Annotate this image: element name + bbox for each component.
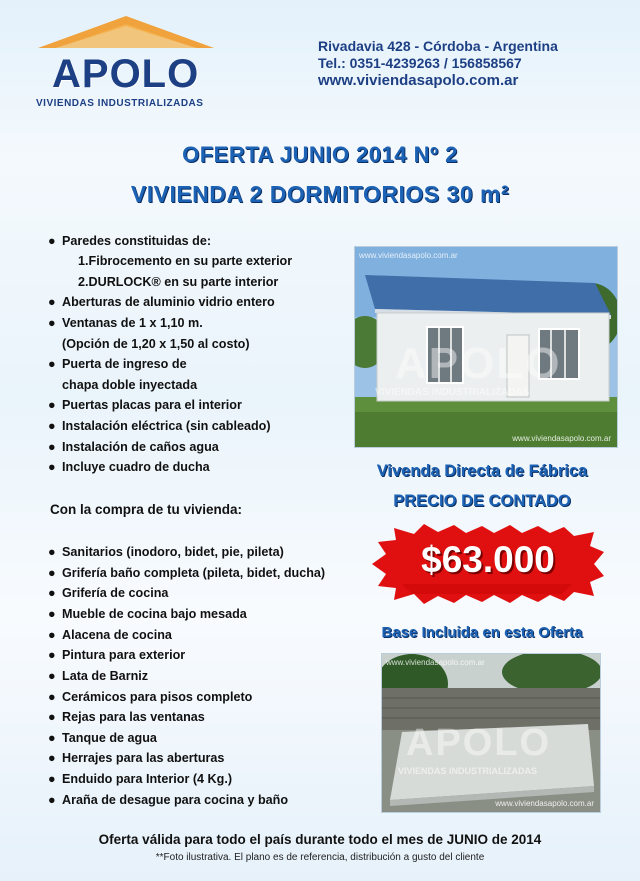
watermark-text: www.viviendasapolo.com.ar	[495, 799, 594, 808]
list-item: ● Paredes constituidas de:	[48, 234, 212, 248]
list-item: ● Tanque de agua	[48, 731, 157, 745]
contact-web: www.viviendasapolo.com.ar	[318, 72, 519, 89]
list-item: (Opción de 1,20 x 1,50 al costo)	[62, 337, 250, 351]
list-item: ● Puertas placas para el interior	[48, 398, 242, 412]
brand-logo	[36, 14, 216, 109]
list-item: ● Cerámicos para pisos completo	[48, 690, 253, 704]
photo-disclaimer: **Foto ilustrativa. El plano es de referencia, distribución a gusto del cliente	[155, 852, 485, 863]
list-item: ● Puerta de ingreso de	[48, 357, 187, 371]
watermark-logo: APOLO	[406, 722, 552, 764]
house-title: VIVIENDA 2 DORMITORIOS 30 m²	[130, 181, 510, 207]
list-item: ● Ventanas de 1 x 1,10 m.	[48, 316, 203, 330]
list-item: 2.DURLOCK® en su parte interior	[78, 275, 279, 289]
list-item: ● Mueble de cocina bajo mesada	[48, 607, 247, 621]
watermark-logo: APOLO	[395, 339, 562, 388]
purchase-heading: Con la compra de tu vivienda:	[50, 502, 243, 517]
list-item: ● Aberturas de aluminio vidrio entero	[48, 295, 275, 309]
base-photo	[381, 653, 601, 813]
factory-direct-label: Vivenda Directa de Fábrica	[376, 462, 588, 480]
brand-name: APOLO	[52, 52, 200, 96]
list-item: ● Sanitarios (inodoro, bidet, pie, pileta)	[48, 545, 284, 559]
list-item: ● Lata de Barniz	[48, 669, 149, 683]
list-item: ● Grifería de cocina	[48, 586, 169, 600]
list-item: ● Instalación eléctrica (sin cableado)	[48, 419, 271, 433]
watermark-text: www.viviendasapolo.com.ar	[386, 658, 485, 667]
base-included-label: Base Incluida en esta Oferta	[381, 624, 583, 641]
list-item: ● Alacena de cocina	[48, 628, 172, 642]
list-item: ● Pintura para exterior	[48, 648, 186, 662]
cash-price-label: PRECIO DE CONTADO	[393, 492, 571, 510]
watermark-text: www.viviendasapolo.com.ar	[512, 434, 611, 443]
offer-title: OFERTA JUNIO 2014 Nº 2	[182, 142, 458, 167]
list-item: ● Rejas para las ventanas	[48, 710, 205, 724]
list-item: ● Enduido para Interior (4 Kg.)	[48, 772, 233, 786]
watermark-text: www.viviendasapolo.com.ar	[359, 251, 458, 260]
list-item: ● Herrajes para las aberturas	[48, 751, 225, 765]
list-item: ● Grifería baño completa (pileta, bidet, ducha)	[48, 566, 326, 580]
list-item: chapa doble inyectada	[62, 378, 198, 392]
watermark-tagline: VIVIENDAS INDUSTRIALIZADAS	[375, 387, 530, 398]
contact-block	[318, 38, 558, 89]
watermark-tagline: VIVIENDAS INDUSTRIALIZADAS	[398, 766, 538, 776]
list-item: 1.Fibrocemento en su parte exterior	[78, 254, 293, 268]
contact-phone: Tel.: 0351-4239263 / 156858567	[318, 55, 522, 71]
brand-tagline: VIVIENDAS INDUSTRIALIZADAS	[36, 98, 204, 109]
list-item: ● Incluye cuadro de ducha	[48, 460, 210, 474]
list-item: ● Instalación de caños agua	[48, 440, 219, 454]
contact-address: Rivadavia 428 - Córdoba - Argentina	[318, 38, 558, 54]
validity-note: Oferta válida para todo el país durante todo el mes de JUNIO de 2014	[98, 832, 542, 847]
price-value: $63.000	[421, 539, 555, 580]
house-photo	[354, 246, 618, 448]
list-item: ● Araña de desague para cocina y baño	[48, 793, 289, 807]
